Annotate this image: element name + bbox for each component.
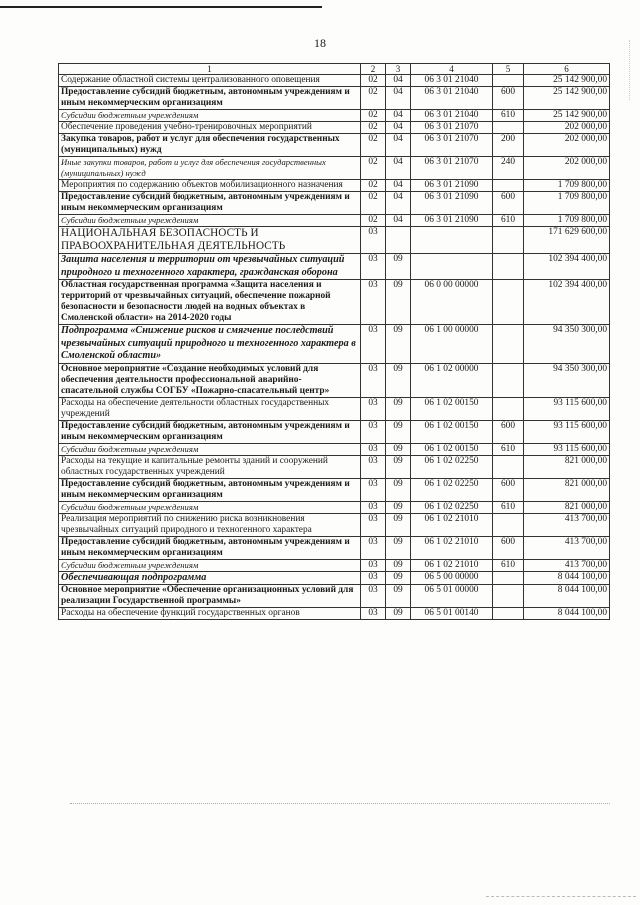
row-subsection-code: 04 [386, 110, 411, 122]
row-amount: 1 709 800,00 [524, 180, 610, 192]
row-section-code: 02 [361, 134, 386, 157]
row-section-code: 02 [361, 215, 386, 227]
row-subsection-code: 09 [386, 254, 411, 280]
row-expense-type: 610 [493, 443, 524, 455]
row-expense-type [493, 227, 524, 254]
table-row [59, 501, 610, 513]
row-subsection-code: 09 [386, 455, 411, 478]
row-amount: 25 142 900,00 [524, 87, 610, 110]
table-row [59, 585, 610, 608]
row-section-code: 03 [361, 363, 386, 397]
row-amount: 8 044 100,00 [524, 585, 610, 608]
row-expense-type [493, 325, 524, 364]
row-subsection-code: 09 [386, 443, 411, 455]
row-expense-type [493, 513, 524, 536]
row-name: Субсидии бюджетным учреждениям [59, 501, 361, 513]
row-target-article: 06 1 02 00150 [411, 397, 493, 420]
table-row [59, 110, 610, 122]
row-name: Областная государственная программа «Защита населения и территорий от чрезвычайных ситуаций, обеспечение пожарной безопасности и безопасности людей на водных объектах в Смоленской области» на 2014-2020 годы [59, 280, 361, 325]
row-name: Мероприятия по содержанию объектов мобилизационного назначения [59, 180, 361, 192]
row-expense-type: 240 [493, 157, 524, 180]
row-expense-type: 610 [493, 501, 524, 513]
row-subsection-code: 04 [386, 134, 411, 157]
table-row [59, 122, 610, 134]
row-target-article: 06 1 02 21010 [411, 559, 493, 571]
row-subsection-code: 04 [386, 87, 411, 110]
row-section-code: 03 [361, 585, 386, 608]
table-row [59, 397, 610, 420]
row-target-article: 06 1 00 00000 [411, 325, 493, 364]
row-name: Субсидии бюджетным учреждениям [59, 559, 361, 571]
row-expense-type: 610 [493, 110, 524, 122]
row-name: Предоставление субсидий бюджетным, автономным учреждениям и иным некоммерческим организациям [59, 87, 361, 110]
row-expense-type: 600 [493, 420, 524, 443]
row-name: Закупка товаров, работ и услуг для обеспечения государственных (муниципальных) нужд [59, 134, 361, 157]
row-target-article: 06 1 02 02250 [411, 501, 493, 513]
row-section-code: 02 [361, 122, 386, 134]
row-target-article: 06 3 01 21090 [411, 215, 493, 227]
row-target-article: 06 1 02 02250 [411, 478, 493, 501]
table-row [59, 608, 610, 620]
header-col-6: 6 [524, 64, 610, 75]
top-rule [0, 6, 322, 8]
row-target-article [411, 254, 493, 280]
table-row [59, 227, 610, 254]
row-expense-type [493, 122, 524, 134]
row-target-article: 06 5 00 00000 [411, 571, 493, 585]
row-name: Обеспечение проведения учебно-тренировочных мероприятий [59, 122, 361, 134]
row-section-code: 03 [361, 608, 386, 620]
row-target-article: 06 3 01 21040 [411, 75, 493, 87]
row-subsection-code: 09 [386, 420, 411, 443]
row-expense-type [493, 571, 524, 585]
row-amount: 821 000,00 [524, 501, 610, 513]
header-col-5: 5 [493, 64, 524, 75]
row-target-article: 06 5 01 00000 [411, 585, 493, 608]
row-section-code: 03 [361, 513, 386, 536]
row-name: Предоставление субсидий бюджетным, автономным учреждениям и иным некоммерческим организациям [59, 478, 361, 501]
row-expense-type [493, 280, 524, 325]
row-subsection-code: 09 [386, 559, 411, 571]
row-subsection-code: 09 [386, 280, 411, 325]
row-expense-type: 610 [493, 215, 524, 227]
row-section-code: 03 [361, 254, 386, 280]
table-row [59, 192, 610, 215]
row-target-article: 06 3 01 21070 [411, 134, 493, 157]
row-amount: 93 115 600,00 [524, 397, 610, 420]
row-subsection-code: 04 [386, 157, 411, 180]
row-expense-type [493, 363, 524, 397]
row-amount: 413 700,00 [524, 559, 610, 571]
row-name: Защита населения и территории от чрезвычайных ситуаций природного и техногенного характера, гражданская оборона [59, 254, 361, 280]
row-target-article: 06 1 02 21010 [411, 536, 493, 559]
row-target-article: 06 3 01 21070 [411, 122, 493, 134]
scan-artifact-corner [486, 896, 636, 897]
row-amount: 25 142 900,00 [524, 75, 610, 87]
table-row [59, 536, 610, 559]
row-amount: 821 000,00 [524, 455, 610, 478]
row-section-code: 03 [361, 227, 386, 254]
row-amount: 1 709 800,00 [524, 215, 610, 227]
row-target-article: 06 3 01 21040 [411, 110, 493, 122]
row-name: Основное мероприятие «Создание необходимых условий для обеспечения деятельности профессиональной аварийно-спасательной службы СОГБУ «Пожарно-спасательный центр» [59, 363, 361, 397]
row-target-article: 06 3 01 21070 [411, 157, 493, 180]
row-section-code: 03 [361, 501, 386, 513]
row-subsection-code: 09 [386, 585, 411, 608]
row-expense-type: 600 [493, 536, 524, 559]
row-expense-type [493, 608, 524, 620]
row-target-article [411, 227, 493, 254]
row-subsection-code: 09 [386, 478, 411, 501]
row-section-code: 02 [361, 192, 386, 215]
header-col-3: 3 [386, 64, 411, 75]
row-target-article: 06 1 02 02250 [411, 455, 493, 478]
table-row [59, 478, 610, 501]
row-amount: 1 709 800,00 [524, 192, 610, 215]
row-section-code: 03 [361, 478, 386, 501]
row-expense-type [493, 585, 524, 608]
row-target-article: 06 0 00 00000 [411, 280, 493, 325]
row-subsection-code: 04 [386, 215, 411, 227]
table-row [59, 420, 610, 443]
row-section-code: 02 [361, 75, 386, 87]
row-expense-type [493, 75, 524, 87]
table-row [59, 134, 610, 157]
table-row [59, 513, 610, 536]
row-target-article: 06 1 02 00150 [411, 443, 493, 455]
row-subsection-code: 09 [386, 325, 411, 364]
row-target-article: 06 1 02 00150 [411, 420, 493, 443]
table-row [59, 325, 610, 364]
table-header-row [59, 64, 610, 75]
row-section-code: 03 [361, 559, 386, 571]
row-expense-type: 600 [493, 478, 524, 501]
row-subsection-code: 09 [386, 363, 411, 397]
row-section-code: 02 [361, 110, 386, 122]
row-amount: 202 000,00 [524, 122, 610, 134]
table-row [59, 455, 610, 478]
row-amount: 94 350 300,00 [524, 325, 610, 364]
row-expense-type [493, 455, 524, 478]
row-expense-type [493, 180, 524, 192]
table-body [59, 64, 610, 620]
row-section-code: 03 [361, 325, 386, 364]
row-target-article: 06 5 01 00140 [411, 608, 493, 620]
row-target-article: 06 1 02 00000 [411, 363, 493, 397]
table-row [59, 215, 610, 227]
row-amount: 171 629 600,00 [524, 227, 610, 254]
row-name: Подпрограмма «Снижение рисков и смягчение последствий чрезвычайных ситуаций природного и техногенного характера в Смоленской области» [59, 325, 361, 364]
row-expense-type: 600 [493, 87, 524, 110]
row-name: Субсидии бюджетным учреждениям [59, 443, 361, 455]
row-name: Содержание областной системы централизованного оповещения [59, 75, 361, 87]
page-number: 18 [314, 36, 326, 50]
row-expense-type: 600 [493, 192, 524, 215]
row-amount: 202 000,00 [524, 134, 610, 157]
budget-table [58, 63, 610, 620]
header-col-2: 2 [361, 64, 386, 75]
row-section-code: 03 [361, 420, 386, 443]
row-subsection-code: 09 [386, 536, 411, 559]
row-section-code: 02 [361, 87, 386, 110]
row-expense-type: 200 [493, 134, 524, 157]
row-section-code: 03 [361, 571, 386, 585]
row-subsection-code: 04 [386, 75, 411, 87]
header-col-1: 1 [59, 64, 361, 75]
row-name: Основное мероприятие «Обеспечение организационных условий для реализации Государственной программы» [59, 585, 361, 608]
row-target-article: 06 3 01 21090 [411, 180, 493, 192]
table-row [59, 363, 610, 397]
table-row [59, 75, 610, 87]
table-row [59, 559, 610, 571]
row-amount: 413 700,00 [524, 513, 610, 536]
row-name: Реализация мероприятий по снижению риска возникновения чрезвычайных ситуаций природного и техногенного характера [59, 513, 361, 536]
row-expense-type [493, 254, 524, 280]
row-target-article: 06 3 01 21090 [411, 192, 493, 215]
row-subsection-code: 09 [386, 513, 411, 536]
row-amount: 93 115 600,00 [524, 420, 610, 443]
row-amount: 93 115 600,00 [524, 443, 610, 455]
row-name: Субсидии бюджетным учреждениям [59, 215, 361, 227]
table-row [59, 443, 610, 455]
row-subsection-code: 04 [386, 180, 411, 192]
row-section-code: 02 [361, 180, 386, 192]
row-amount: 202 000,00 [524, 157, 610, 180]
row-amount: 413 700,00 [524, 536, 610, 559]
row-subsection-code: 04 [386, 192, 411, 215]
table-row [59, 157, 610, 180]
row-amount: 102 394 400,00 [524, 280, 610, 325]
row-expense-type: 610 [493, 559, 524, 571]
row-amount: 25 142 900,00 [524, 110, 610, 122]
row-expense-type [493, 397, 524, 420]
row-name: Предоставление субсидий бюджетным, автономным учреждениям и иным некоммерческим организациям [59, 536, 361, 559]
row-name: Предоставление субсидий бюджетным, автономным учреждениям и иным некоммерческим организациям [59, 420, 361, 443]
row-subsection-code: 09 [386, 571, 411, 585]
row-name: Расходы на обеспечение деятельности областных государственных учреждений [59, 397, 361, 420]
row-section-code: 03 [361, 443, 386, 455]
row-name: Расходы на обеспечение функций государственных органов [59, 608, 361, 620]
row-name: Предоставление субсидий бюджетным, автономным учреждениям и иным некоммерческим организациям [59, 192, 361, 215]
row-name: Расходы на текущие и капитальные ремонты зданий и сооружений областных государственных учреждений [59, 455, 361, 478]
row-section-code: 03 [361, 280, 386, 325]
row-name: НАЦИОНАЛЬНАЯ БЕЗОПАСНОСТЬ И ПРАВООХРАНИТЕЛЬНАЯ ДЕЯТЕЛЬНОСТЬ [59, 227, 361, 254]
row-section-code: 02 [361, 157, 386, 180]
row-name: Обеспечивающая подпрограмма [59, 571, 361, 585]
table-row [59, 254, 610, 280]
header-col-4: 4 [411, 64, 493, 75]
table-row [59, 280, 610, 325]
row-target-article: 06 1 02 21010 [411, 513, 493, 536]
row-subsection-code: 09 [386, 397, 411, 420]
row-subsection-code: 04 [386, 122, 411, 134]
row-subsection-code: 09 [386, 608, 411, 620]
row-amount: 102 394 400,00 [524, 254, 610, 280]
row-target-article: 06 3 01 21040 [411, 87, 493, 110]
row-amount: 8 044 100,00 [524, 608, 610, 620]
row-amount: 821 000,00 [524, 478, 610, 501]
table-row [59, 87, 610, 110]
row-amount: 94 350 300,00 [524, 363, 610, 397]
row-name: Иные закупки товаров, работ и услуг для обеспечения государственных (муниципальных) нужд [59, 157, 361, 180]
row-subsection-code: 09 [386, 501, 411, 513]
row-amount: 8 044 100,00 [524, 571, 610, 585]
row-name: Субсидии бюджетным учреждениям [59, 110, 361, 122]
table-row [59, 571, 610, 585]
row-section-code: 03 [361, 455, 386, 478]
table-row [59, 180, 610, 192]
row-subsection-code [386, 227, 411, 254]
row-section-code: 03 [361, 536, 386, 559]
row-section-code: 03 [361, 397, 386, 420]
scan-artifact-bottom [70, 803, 610, 804]
